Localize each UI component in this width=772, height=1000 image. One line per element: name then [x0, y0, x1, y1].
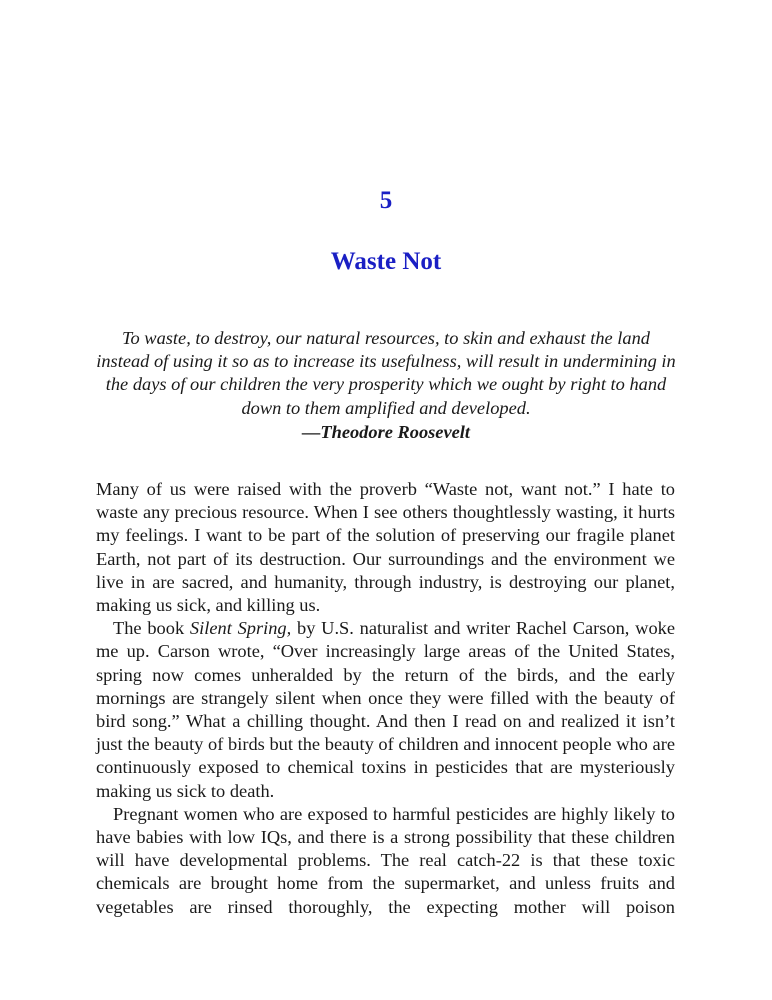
paragraph-2-lead: The book [113, 618, 190, 639]
paragraph-3: Pregnant women who are exposed to harmful pesticides are highly likely to have babies with low IQs, and there is a strong possibility that these children will have developmental problems. The real catch-22 is that these toxic chemicals are brought home from the supermarket, and unless fruits and vegetables are rinsed thoroughly, the expecting mother will poison [96, 803, 675, 917]
epigraph-quote: To waste, to destroy, our natural resources, to skin and exhaust the land instead of using it so as to increase its usefulness, will result in undermining in the days of our children the very prosperity which we ought by right to hand down to them amplified and developed. [96, 328, 676, 418]
book-title-silent-spring: Silent Spring, [189, 618, 292, 639]
paragraph-2 [96, 617, 675, 803]
chapter-number: 5 [379, 187, 393, 214]
chapter-title: Waste Not [330, 248, 442, 275]
epigraph-attribution: —Theodore Roosevelt [301, 422, 471, 442]
paragraph-1: Many of us were raised with the proverb “Waste not, want not.” I hate to waste any precious resource. When I see others thoughtlessly wasting, it hurts my feelings. I want to be part of the solution of preserving our fragile planet Earth, not part of its destruction. Our surroundings and the environment we live in are sacred, and humanity, through industry, is destroying our planet, making us sick, and killing us. [96, 479, 675, 616]
paragraph-2-rest: by U.S. naturalist and writer Rachel Carson, woke me up. Carson wrote, “Over increasingly large areas of the United States, spring now comes unheralded by the return of the birds, and the early mornings are strangely silent when once they were filled with the beauty of bird song.” What a chilling thought. And then I read on and realized it isn’t just the beauty of birds but the beauty of children and innocent people who are continuously exposed to chemical toxins in pesticides that are mysteriously making us sick to death. [96, 618, 676, 801]
body-text [96, 478, 675, 919]
